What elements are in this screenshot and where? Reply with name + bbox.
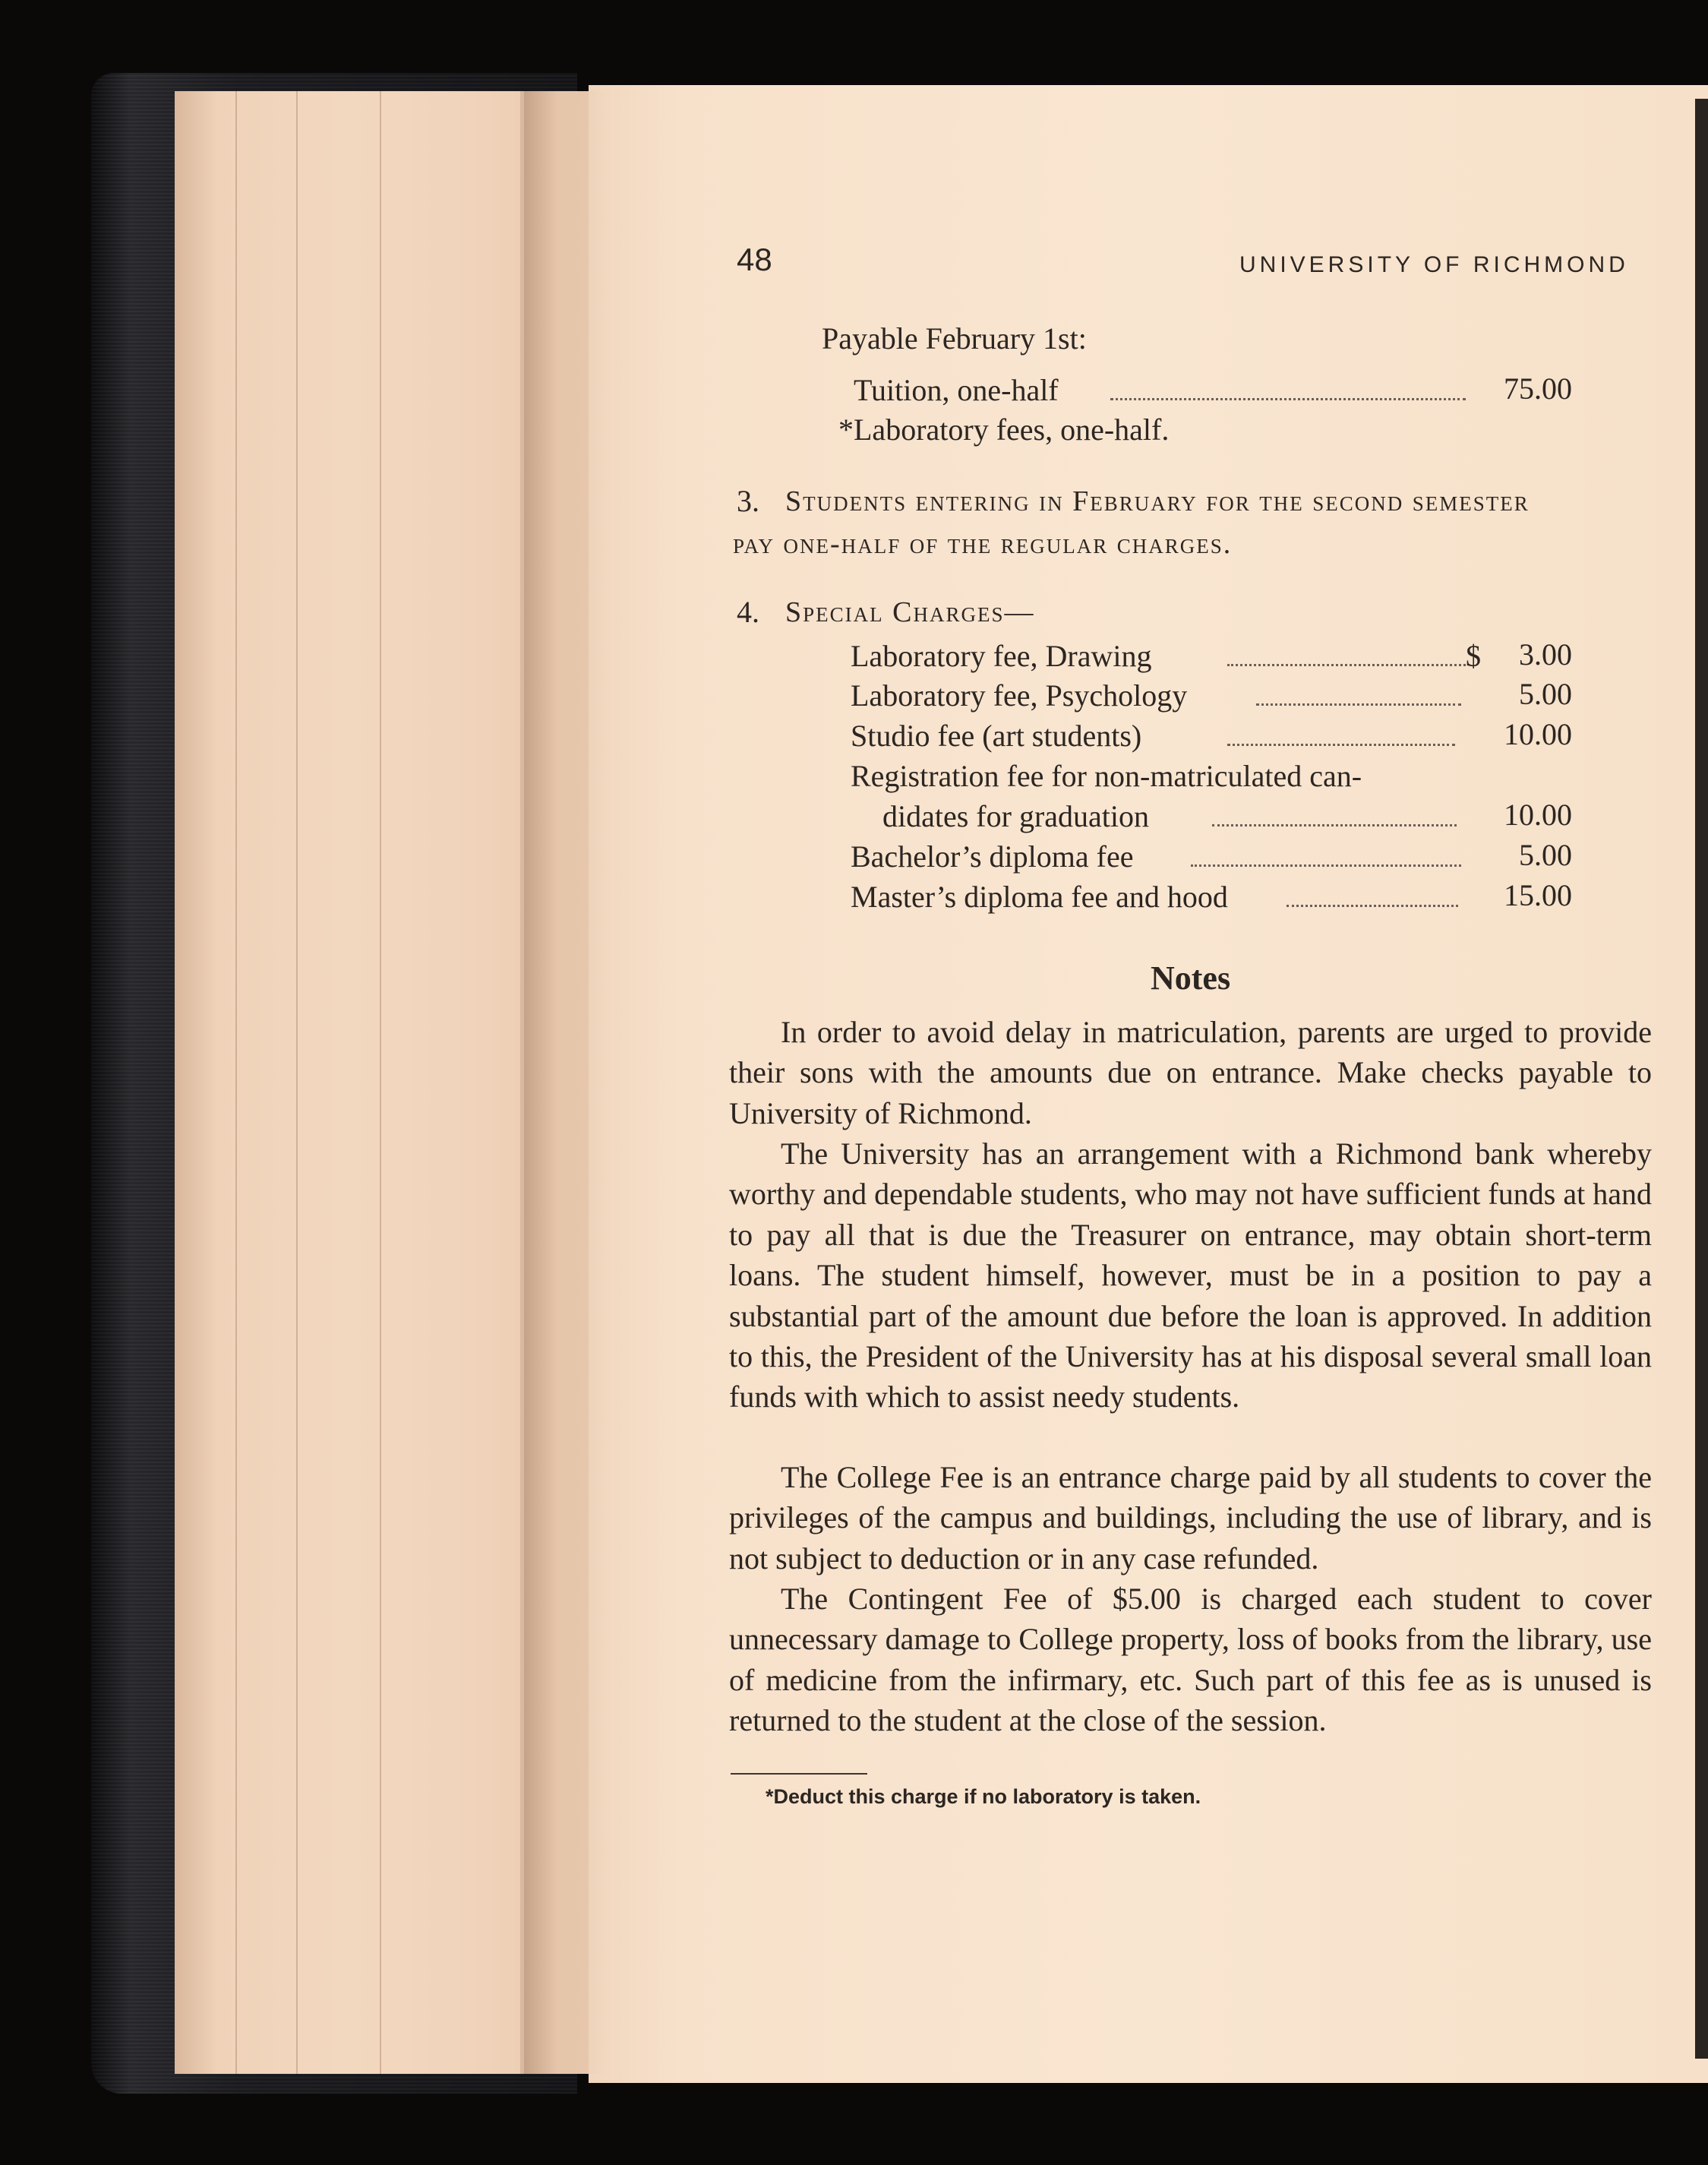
charge-label: didates for graduation [882, 799, 1149, 833]
notes-paragraph: The University has an arrangement with a Richmond bank whereby worthy and dependable students, who may not have sufficient funds at hand to pay all that is due the Treasurer on entrance, may obtain short-term loans. The student himself, however, must be in a position to pay a substantial part of the amount due before the loan is approved. In addition to this, the President of the University has at his disposal several small loan funds with which to assist needy students. [729, 1136, 1652, 1414]
notes-paragraph: The Contingent Fee of $5.00 is charged each student to cover unnecessary damage to College property, loss of books from the library, use of medicine from the infirmary, etc. Such part of this fee as is unused is returned to the student at the close of the session. [729, 1582, 1652, 1738]
item3-line2: pay one-half of the regular charges. [733, 528, 1233, 560]
charge-label: Master’s diploma fee and hood [851, 880, 1228, 914]
leader-dots [1110, 398, 1466, 400]
tuition-label: Tuition, one-half [854, 373, 1059, 407]
leader-dots [1212, 824, 1457, 826]
item3-line1: Students entering in February for the second semester [785, 485, 1530, 517]
charge-amount: 5.00 [1519, 677, 1572, 711]
leader-dots [1256, 703, 1461, 706]
notes-paragraph: The College Fee is an entrance charge paid by all students to cover the privileges of the campus and buildings, including the use of library, and is not subject to deduction or in any case refunded. [729, 1460, 1652, 1576]
footnote: *Deduct this charge if no laboratory is taken. [766, 1785, 1201, 1808]
notes-paragraph: In order to avoid delay in matriculation, parents are urged to provide their sons with the amounts due on entrance. Make checks payable to University of Richmond. [729, 1015, 1652, 1130]
charge-label: Laboratory fee, Psychology [851, 678, 1188, 713]
leader-dots [1227, 664, 1466, 666]
schedule-heading: Payable February 1st: [822, 321, 1087, 356]
item4-number: 4. [737, 595, 759, 629]
binding-shadow [524, 91, 608, 2074]
charge-amount: 5.00 [1519, 838, 1572, 872]
charge-label: Bachelor’s diploma fee [851, 839, 1134, 874]
leader-dots [1227, 744, 1455, 746]
charge-label: Studio fee (art students) [851, 719, 1142, 753]
lab-fees-label: *Laboratory fees, one-half. [838, 412, 1170, 447]
item3-number: 3. [737, 484, 759, 518]
notes-title: Notes [1151, 959, 1231, 997]
facing-page-edge [1695, 99, 1708, 2059]
charge-amount: 15.00 [1504, 878, 1572, 912]
charge-label: Laboratory fee, Drawing [851, 639, 1152, 673]
leader-dots [1191, 864, 1461, 867]
footnote-rule [731, 1773, 867, 1775]
charge-amount: 10.00 [1504, 798, 1572, 832]
leader-dots [1287, 905, 1458, 907]
currency-symbol: $ [1466, 639, 1481, 673]
charge-amount: 10.00 [1504, 717, 1572, 751]
charge-amount: 3.00 [1519, 637, 1572, 672]
charge-label: Registration fee for non-matriculated can- [851, 759, 1362, 793]
item4-heading: Special Charges— [785, 596, 1035, 628]
page-number: 48 [737, 242, 772, 277]
running-head: UNIVERSITY OF RICHMOND [1239, 252, 1629, 277]
tuition-amount: 75.00 [1504, 371, 1572, 406]
